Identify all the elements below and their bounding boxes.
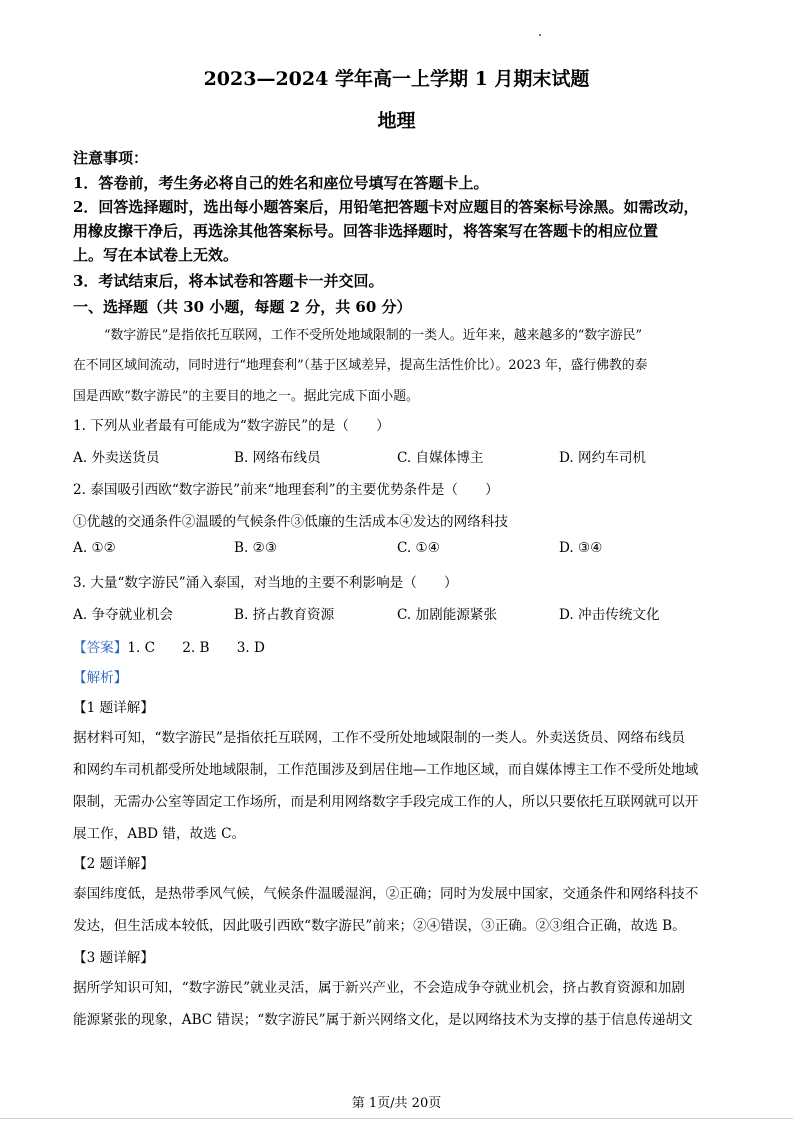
subject-title: 地理: [377, 110, 416, 132]
question-1-option-c: C. 自媒体博主: [397, 450, 484, 466]
question-2-statements: ①优越的交通条件②温暖的气候条件③低廉的生活成本④发达的网络科技: [73, 514, 508, 530]
answer-line: [73, 636, 265, 656]
analysis-label: 【解析】: [73, 670, 128, 686]
detail-1-line-3: 限制，无需办公室等固定工作场所，而是利用网络数字手段完成工作的人，所以只要依托互联网就可以开: [73, 794, 699, 810]
question-3-option-b: B. 挤占教育资源: [234, 607, 335, 623]
question-3-option-c: C. 加剧能源紧张: [397, 607, 498, 623]
notes-line-1: 1．答卷前，考生务必将自己的姓名和座位号填写在答题卡上。: [73, 174, 489, 192]
corner-dot: [539, 34, 541, 36]
detail-3-heading: 【3 题详解】: [73, 950, 154, 966]
notes-line-3: 用橡皮擦干净后，再选涂其他答案标号。回答非选择题时，将答案写在答题卡的相应位置: [73, 222, 659, 240]
detail-2-line-1: 泰国纬度低，是热带季风气候，气候条件温暖湿润，②正确；同时为发展中国家，交通条件和网络科技不: [73, 886, 699, 902]
detail-1-heading: 【1 题详解】: [73, 700, 154, 716]
question-2-option-b: B. ②③: [234, 540, 278, 556]
material-line-3: 国是西欧“数字游民”的主要目的地之一。据此完成下面小题。: [73, 389, 419, 404]
question-1-option-a: A. 外卖送货员: [73, 450, 160, 466]
question-3-stem: 3. 大量“数字游民”涌入泰国，对当地的主要不利影响是（ ）: [73, 575, 458, 591]
answer-values: 1. C 2. B 3. D: [127, 640, 265, 656]
question-2-option-d: D. ③④: [559, 540, 603, 556]
material-line-1: “数字游民”是指依托互联网，工作不受所处地域限制的一类人。近年来，越来越多的“数字游民”: [104, 328, 643, 343]
exam-title: 2023—2024 学年高一上学期 1 月期末试题: [203, 68, 590, 90]
detail-1-line-4: 展工作，ABD 错，故选 C。: [73, 826, 246, 842]
bottom-divider: [0, 1118, 793, 1119]
question-1-option-b: B. 网络布线员: [234, 450, 321, 466]
detail-3-line-1: 据所学知识可知，“数字游民”就业灵活，属于新兴产业，不会造成争夺就业机会，挤占教育资源和加剧: [73, 980, 686, 996]
question-2-option-a: A. ①②: [73, 540, 116, 556]
section-heading: 一、选择题（共 30 小题，每题 2 分，共 60 分）: [73, 298, 412, 316]
notes-line-5: 3．考试结束后，将本试卷和答题卡一并交回。: [73, 272, 384, 290]
question-1-stem: 1. 下列从业者最有可能成为“数字游民”的是（ ）: [73, 418, 390, 434]
question-2-option-c: C. ①④: [397, 540, 440, 556]
material-line-2: 在不同区域间流动，同时进行“地理套利”（基于区域差异，提高生活性价比）。2023 年，盛行佛教的泰: [73, 358, 648, 373]
page-number: 第 1页/共 20页: [351, 1096, 442, 1111]
answer-label: 【答案】: [73, 640, 128, 656]
detail-3-line-2: 能源紧张的现象，ABC 错误；“数字游民”属于新兴网络文化，是以网络技术为支撑的基于信息传递胡文: [73, 1012, 693, 1028]
notes-line-4: 上。写在本试卷上无效。: [73, 246, 239, 264]
detail-1-line-1: 据材料可知，“数字游民”是指依托互联网，工作不受所处地域限制的一类人。外卖送货员、网络布线员: [73, 730, 686, 746]
question-2-stem: 2. 泰国吸引西欧“数字游民”前来“地理套利”的主要优势条件是（ ）: [73, 482, 499, 498]
detail-2-heading: 【2 题详解】: [73, 856, 154, 872]
notes-heading: 注意事项：: [73, 149, 149, 167]
question-1-option-d: D. 网约车司机: [559, 450, 647, 466]
question-3-option-a: A. 争夺就业机会: [73, 607, 174, 623]
notes-line-2: 2．回答选择题时，选出每小题答案后，用铅笔把答题卡对应题目的答案标号涂黑。如需改动，: [73, 198, 699, 216]
detail-2-line-2: 发达，但生活成本较低，因此吸引西欧“数字游民”前来；②④错误，③正确。②③组合正确，故选 B。: [73, 918, 686, 934]
detail-1-line-2: 和网约车司机都受所处地域限制，工作范围涉及到居住地—工作地区域，而自媒体博主工作不受所处地域: [73, 762, 699, 778]
question-3-option-d: D. 冲击传统文化: [559, 607, 660, 623]
